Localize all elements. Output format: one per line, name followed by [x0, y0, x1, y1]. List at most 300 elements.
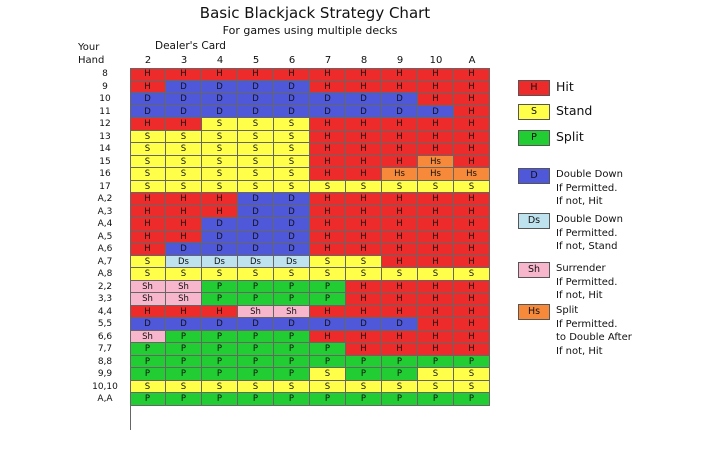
strategy-cell: D: [238, 318, 274, 331]
strategy-cell: H: [454, 206, 490, 219]
strategy-cell: P: [202, 281, 238, 294]
strategy-cell: D: [238, 206, 274, 219]
column-header-6: 6: [288, 55, 296, 66]
strategy-cell: S: [202, 381, 238, 394]
strategy-cell: H: [310, 218, 346, 231]
legend-text: If Permitted.: [556, 182, 618, 194]
strategy-cell: S: [130, 181, 166, 194]
strategy-cell: H: [166, 231, 202, 244]
strategy-cell: P: [130, 368, 166, 381]
strategy-cell: Sh: [166, 293, 202, 306]
strategy-cell: H: [202, 306, 238, 319]
row-label: A,7: [97, 256, 113, 267]
legend-swatch-p: P: [518, 130, 550, 146]
row-label: 5,5: [97, 319, 113, 329]
row-label: 10,10: [92, 381, 118, 392]
strategy-cell: D: [382, 93, 418, 106]
strategy-cell: P: [346, 356, 382, 369]
strategy-cell: P: [418, 393, 454, 406]
strategy-cell: D: [346, 318, 382, 331]
strategy-cell: P: [274, 356, 310, 369]
strategy-cell: P: [274, 368, 310, 381]
strategy-cell: H: [382, 306, 418, 319]
row-label: 16: [99, 169, 111, 179]
strategy-cell: H: [454, 281, 490, 294]
strategy-cell: H: [310, 193, 346, 206]
strategy-cell: P: [166, 368, 202, 381]
strategy-cell: P: [310, 343, 346, 356]
strategy-cell: P: [238, 356, 274, 369]
strategy-cell: P: [454, 393, 490, 406]
strategy-cell: D: [130, 93, 166, 106]
strategy-cell: H: [418, 218, 454, 231]
legend-text: If not, Hit: [556, 196, 603, 207]
strategy-cell: S: [130, 256, 166, 269]
strategy-cell: D: [238, 106, 274, 119]
legend-text: Split: [556, 305, 579, 316]
legend-swatch-hs: Hs: [518, 304, 550, 320]
strategy-cell: P: [202, 293, 238, 306]
strategy-cell: H: [346, 131, 382, 144]
row-label: 6,6: [97, 331, 113, 342]
row-label: 8,8: [97, 356, 113, 367]
row-label: 9: [102, 81, 108, 92]
strategy-cell: H: [130, 118, 166, 131]
strategy-cell: H: [310, 306, 346, 319]
strategy-cell: D: [130, 318, 166, 331]
strategy-cell: P: [274, 281, 310, 294]
strategy-cell: S: [454, 381, 490, 394]
strategy-cell: H: [166, 68, 202, 81]
strategy-cell: D: [238, 93, 274, 106]
strategy-cell: D: [202, 231, 238, 244]
strategy-cell: D: [166, 318, 202, 331]
strategy-cell: D: [202, 93, 238, 106]
row-label: A,8: [97, 269, 113, 279]
strategy-cell: H: [310, 131, 346, 144]
strategy-cell: S: [346, 256, 382, 269]
strategy-cell: H: [130, 193, 166, 206]
strategy-cell: H: [454, 81, 490, 94]
strategy-cell: H: [382, 81, 418, 94]
row-label: 3,3: [97, 294, 113, 304]
strategy-cell: H: [454, 306, 490, 319]
strategy-cell: S: [166, 131, 202, 144]
strategy-cell: P: [238, 368, 274, 381]
strategy-cell: H: [346, 118, 382, 131]
strategy-cell: Sh: [238, 306, 274, 319]
strategy-cell: H: [454, 243, 490, 256]
strategy-cell: P: [202, 368, 238, 381]
strategy-cell: H: [310, 118, 346, 131]
strategy-cell: S: [130, 381, 166, 394]
legend-text: If Permitted.: [556, 318, 618, 330]
strategy-cell: H: [454, 131, 490, 144]
strategy-cell: H: [130, 231, 166, 244]
strategy-cell: H: [382, 193, 418, 206]
strategy-cell: H: [130, 206, 166, 219]
strategy-cell: S: [238, 131, 274, 144]
chart-title: Basic Blackjack Strategy Chart: [199, 4, 431, 22]
strategy-cell: D: [238, 231, 274, 244]
strategy-cell: H: [418, 293, 454, 306]
strategy-cell: S: [202, 118, 238, 131]
strategy-cell: H: [382, 218, 418, 231]
strategy-cell: H: [454, 343, 490, 356]
strategy-cell: H: [454, 68, 490, 81]
strategy-cell: H: [346, 243, 382, 256]
strategy-cell: D: [238, 218, 274, 231]
strategy-cell: H: [346, 306, 382, 319]
strategy-cell: H: [382, 243, 418, 256]
row-header-line1: Your: [78, 42, 100, 53]
strategy-cell: S: [274, 131, 310, 144]
strategy-cell: H: [346, 193, 382, 206]
strategy-cell: D: [274, 106, 310, 119]
row-label: 15: [99, 156, 111, 167]
strategy-cell: S: [454, 268, 490, 281]
row-label: A,2: [97, 194, 113, 204]
legend-text: Surrender: [556, 263, 606, 274]
strategy-cell: D: [274, 218, 310, 231]
legend-swatch-d: D: [518, 168, 550, 184]
strategy-cell: H: [418, 306, 454, 319]
strategy-cell: D: [274, 206, 310, 219]
strategy-cell: H: [202, 206, 238, 219]
strategy-cell: D: [274, 193, 310, 206]
strategy-cell: P: [130, 356, 166, 369]
strategy-cell: P: [202, 356, 238, 369]
strategy-cell: H: [454, 193, 490, 206]
strategy-cell: D: [238, 193, 274, 206]
chart-subtitle: For games using multiple decks: [222, 24, 398, 37]
strategy-cell: P: [238, 293, 274, 306]
legend-text: If not, Hit: [556, 345, 603, 357]
column-header-2: 2: [144, 55, 152, 66]
legend-text: If not, Hit: [556, 290, 603, 301]
strategy-cell: S: [418, 268, 454, 281]
strategy-cell: S: [274, 118, 310, 131]
strategy-cell: P: [274, 393, 310, 406]
strategy-cell: P: [346, 393, 382, 406]
column-header-A: A: [468, 55, 476, 66]
strategy-cell: H: [238, 68, 274, 81]
legend-text: If not, Stand: [556, 241, 618, 252]
strategy-cell: S: [382, 268, 418, 281]
strategy-cell: S: [454, 181, 490, 194]
strategy-cell: H: [418, 256, 454, 269]
strategy-cell: H: [166, 218, 202, 231]
strategy-cell: S: [310, 181, 346, 194]
strategy-cell: H: [202, 68, 238, 81]
strategy-cell: S: [202, 268, 238, 281]
strategy-cell: S: [202, 156, 238, 169]
strategy-cell: S: [238, 381, 274, 394]
strategy-cell: H: [454, 143, 490, 156]
strategy-cell: P: [238, 281, 274, 294]
strategy-cell: H: [202, 193, 238, 206]
legend-swatch-s: S: [518, 104, 550, 120]
strategy-cell: D: [202, 218, 238, 231]
strategy-cell: H: [418, 143, 454, 156]
strategy-cell: S: [310, 268, 346, 281]
strategy-cell: S: [202, 181, 238, 194]
legend-text: Double Down: [556, 214, 623, 225]
row-label: A,6: [97, 244, 113, 254]
strategy-cell: H: [346, 281, 382, 294]
strategy-cell: S: [238, 156, 274, 169]
strategy-cell: H: [418, 231, 454, 244]
strategy-cell: H: [274, 68, 310, 81]
legend-text: If Permitted.: [556, 276, 618, 288]
strategy-cell: D: [310, 318, 346, 331]
strategy-cell: H: [310, 81, 346, 94]
strategy-cell: H: [346, 231, 382, 244]
row-label: 2,2: [97, 281, 113, 292]
strategy-cell: D: [238, 81, 274, 94]
strategy-cell: D: [382, 318, 418, 331]
legend-text: Stand: [556, 103, 593, 118]
strategy-cell: Ds: [238, 256, 274, 269]
strategy-cell: H: [418, 243, 454, 256]
strategy-cell: H: [346, 293, 382, 306]
strategy-cell: S: [418, 368, 454, 381]
strategy-cell: H: [346, 331, 382, 344]
strategy-cell: P: [274, 343, 310, 356]
strategy-cell: Sh: [166, 281, 202, 294]
strategy-cell: H: [454, 156, 490, 169]
legend-text: If Permitted.: [556, 227, 618, 239]
row-label: 11: [99, 106, 111, 117]
strategy-cell: D: [202, 318, 238, 331]
row-label: 12: [99, 119, 111, 129]
strategy-cell: P: [346, 368, 382, 381]
column-header-8: 8: [360, 55, 368, 66]
strategy-cell: D: [202, 106, 238, 119]
strategy-cell: H: [418, 68, 454, 81]
strategy-cell: S: [418, 181, 454, 194]
strategy-cell: H: [454, 256, 490, 269]
strategy-cell: Sh: [130, 293, 166, 306]
strategy-cell: S: [166, 143, 202, 156]
strategy-cell: H: [454, 218, 490, 231]
row-label: A,3: [97, 206, 113, 217]
strategy-cell: H: [454, 118, 490, 131]
strategy-cell: S: [202, 131, 238, 144]
strategy-cell: H: [130, 68, 166, 81]
strategy-cell: S: [166, 381, 202, 394]
strategy-cell: P: [166, 356, 202, 369]
strategy-cell: H: [346, 343, 382, 356]
strategy-cell: H: [382, 281, 418, 294]
strategy-cell: P: [454, 356, 490, 369]
strategy-cell: H: [382, 156, 418, 169]
strategy-cell: P: [238, 393, 274, 406]
legend-swatch-ds: Ds: [518, 213, 550, 229]
strategy-cell: P: [202, 393, 238, 406]
strategy-cell: H: [382, 343, 418, 356]
strategy-cell: D: [166, 81, 202, 94]
row-label: 17: [99, 181, 111, 192]
strategy-cell: H: [310, 331, 346, 344]
strategy-cell: S: [130, 143, 166, 156]
strategy-cell: P: [166, 343, 202, 356]
strategy-cell: S: [238, 118, 274, 131]
strategy-cell: H: [418, 81, 454, 94]
column-header-3: 3: [180, 55, 188, 66]
strategy-cell: S: [310, 256, 346, 269]
strategy-cell: P: [166, 331, 202, 344]
strategy-cell: S: [346, 268, 382, 281]
strategy-cell: Ds: [202, 256, 238, 269]
strategy-cell: H: [418, 331, 454, 344]
strategy-cell: H: [454, 231, 490, 244]
strategy-cell: P: [310, 281, 346, 294]
strategy-cell: D: [310, 106, 346, 119]
legend-text: Hit: [556, 79, 574, 94]
strategy-cell: S: [166, 168, 202, 181]
strategy-cell: H: [130, 306, 166, 319]
strategy-cell: D: [274, 318, 310, 331]
legend-text: Double Down: [556, 169, 623, 180]
strategy-cell: D: [274, 231, 310, 244]
strategy-cell: P: [166, 393, 202, 406]
legend-text: Split: [556, 129, 584, 144]
strategy-cell: D: [166, 243, 202, 256]
strategy-cell: S: [202, 143, 238, 156]
strategy-cell: S: [346, 181, 382, 194]
strategy-cell: P: [130, 343, 166, 356]
strategy-cell: P: [238, 343, 274, 356]
row-label: 4,4: [97, 306, 113, 317]
strategy-cell: S: [238, 181, 274, 194]
strategy-cell: S: [202, 168, 238, 181]
strategy-cell: H: [418, 281, 454, 294]
strategy-cell: S: [274, 168, 310, 181]
strategy-cell: P: [202, 331, 238, 344]
strategy-cell: D: [382, 106, 418, 119]
strategy-cell: H: [418, 118, 454, 131]
strategy-cell: S: [238, 168, 274, 181]
strategy-cell: H: [454, 106, 490, 119]
strategy-cell: Hs: [382, 168, 418, 181]
strategy-cell: H: [166, 206, 202, 219]
strategy-cell: H: [454, 293, 490, 306]
strategy-cell: H: [382, 143, 418, 156]
strategy-cell: H: [310, 243, 346, 256]
strategy-cell: D: [274, 81, 310, 94]
strategy-cell: Hs: [454, 168, 490, 181]
strategy-cell: H: [310, 156, 346, 169]
strategy-cell: H: [166, 193, 202, 206]
strategy-cell: S: [274, 381, 310, 394]
row-label: 9,9: [97, 369, 113, 379]
strategy-cell: D: [238, 243, 274, 256]
strategy-cell: D: [202, 243, 238, 256]
strategy-cell: H: [310, 143, 346, 156]
strategy-cell: P: [382, 356, 418, 369]
strategy-cell: H: [346, 218, 382, 231]
strategy-cell: Ds: [166, 256, 202, 269]
legend-swatch-sh: Sh: [518, 262, 550, 278]
strategy-cell: P: [202, 343, 238, 356]
row-label: 10: [99, 94, 111, 104]
strategy-cell: H: [310, 231, 346, 244]
strategy-cell: S: [238, 268, 274, 281]
strategy-cell: P: [274, 331, 310, 344]
strategy-cell: S: [130, 268, 166, 281]
strategy-cell: S: [310, 381, 346, 394]
strategy-cell: Hs: [418, 168, 454, 181]
strategy-cell: H: [418, 343, 454, 356]
strategy-cell: H: [382, 118, 418, 131]
strategy-cell: S: [166, 268, 202, 281]
strategy-cell: H: [130, 243, 166, 256]
strategy-cell: S: [166, 156, 202, 169]
strategy-cell: H: [382, 293, 418, 306]
strategy-cell: D: [346, 93, 382, 106]
strategy-cell: H: [346, 206, 382, 219]
strategy-cell: P: [238, 331, 274, 344]
strategy-cell: S: [274, 156, 310, 169]
strategy-cell: D: [166, 106, 202, 119]
strategy-cell: S: [382, 381, 418, 394]
strategy-cell: P: [310, 293, 346, 306]
column-header-4: 4: [216, 55, 224, 66]
strategy-cell: H: [130, 81, 166, 94]
strategy-cell: H: [454, 318, 490, 331]
column-header-5: 5: [252, 55, 260, 66]
strategy-cell: H: [418, 318, 454, 331]
legend-text: to Double After: [556, 332, 632, 343]
row-label: A,A: [97, 394, 113, 404]
strategy-cell: D: [418, 106, 454, 119]
strategy-cell: H: [346, 156, 382, 169]
row-label: 13: [99, 131, 111, 142]
strategy-cell: S: [454, 368, 490, 381]
strategy-cell: S: [418, 381, 454, 394]
row-label: A,5: [97, 231, 113, 242]
strategy-cell: P: [418, 356, 454, 369]
row-label: 14: [99, 144, 111, 154]
strategy-cell: P: [310, 393, 346, 406]
row-label: 7,7: [97, 344, 113, 354]
strategy-cell: D: [166, 93, 202, 106]
strategy-cell: S: [130, 131, 166, 144]
strategy-cell: H: [130, 218, 166, 231]
strategy-cell: H: [346, 68, 382, 81]
row-label: 8: [102, 69, 108, 79]
strategy-cell: H: [310, 206, 346, 219]
strategy-cell: H: [418, 193, 454, 206]
strategy-cell: H: [418, 131, 454, 144]
strategy-cell: H: [382, 256, 418, 269]
strategy-cell: S: [166, 181, 202, 194]
strategy-cell: H: [310, 68, 346, 81]
strategy-cell: P: [130, 393, 166, 406]
strategy-cell: H: [346, 168, 382, 181]
strategy-cell: H: [310, 168, 346, 181]
strategy-cell: S: [130, 168, 166, 181]
strategy-cell: S: [274, 268, 310, 281]
column-header-9: 9: [396, 55, 404, 66]
strategy-cell: D: [310, 93, 346, 106]
strategy-cell: S: [130, 156, 166, 169]
strategy-cell: H: [454, 93, 490, 106]
strategy-cell: H: [382, 68, 418, 81]
strategy-cell: S: [310, 368, 346, 381]
strategy-cell: D: [202, 81, 238, 94]
